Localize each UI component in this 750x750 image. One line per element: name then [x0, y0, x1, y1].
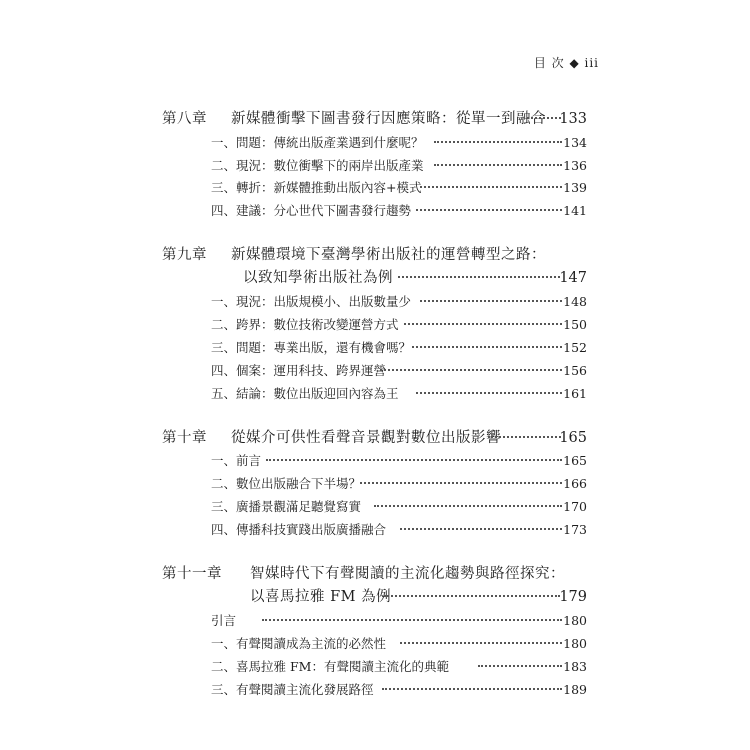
section-title: 一、現況：出版規模小、出版數量少: [211, 294, 412, 309]
section-title: 二、跨界：數位技術改變運營方式: [211, 317, 399, 332]
section-title: 一、問題：傳統出版產業遇到什麼呢？: [211, 135, 424, 150]
section-title: 三、有聲閱讀主流化發展路徑: [211, 682, 374, 697]
page-number: 139: [563, 180, 587, 195]
dot-leader: [400, 642, 562, 644]
page-number: 150: [563, 317, 587, 332]
dot-leader: [380, 369, 562, 371]
dot-leader: [374, 505, 562, 507]
page-number: 141: [563, 203, 587, 218]
page-number: 147: [559, 270, 587, 286]
dot-leader: [420, 186, 562, 188]
page-number: 148: [563, 294, 587, 309]
page-number: 152: [563, 340, 587, 355]
dot-leader: [262, 619, 562, 621]
dot-leader: [384, 595, 560, 597]
chapter-title: 新媒體衝擊下圖書發行因應策略：從單一到融合: [231, 111, 546, 127]
page-number: 180: [563, 613, 587, 628]
section-title: 三、廣播景觀滿足聽覺寫實: [211, 499, 362, 514]
section-title: 五、結論：數位出版迎回內容為王: [211, 386, 399, 401]
dot-leader: [360, 482, 562, 484]
section-title: 三、轉折：新媒體推動出版內容+模式: [211, 180, 422, 195]
chapter-title: 從媒介可供性看聲音景觀對數位出版影響: [231, 430, 501, 446]
dot-leader: [416, 392, 562, 394]
running-head: 目 次 ◆ iii: [533, 56, 599, 70]
page-number: 189: [563, 682, 587, 697]
section-title: 四、個案：運用科技、跨界運營: [211, 363, 387, 378]
dot-leader: [412, 346, 562, 348]
dot-leader: [416, 209, 562, 211]
chapter-label: 第八章: [162, 111, 207, 127]
section-title: 二、現況：數位衝擊下的兩岸出版產業: [211, 158, 424, 173]
section-title: 一、有聲閱讀成為主流的必然性: [211, 636, 387, 651]
chapter-title: 新媒體環境下臺灣學術出版社的運營轉型之路：: [231, 247, 546, 263]
chapter-label: 第九章: [162, 247, 207, 263]
chapter-label: 第十一章: [162, 566, 222, 582]
page-number: 136: [563, 158, 587, 173]
dot-leader: [434, 141, 562, 143]
section-title: 二、喜馬拉雅 FM：有聲閱讀主流化的典範: [211, 659, 449, 674]
chapter-subtitle: 以致知學術出版社為例: [243, 270, 393, 286]
page-number: 179: [559, 589, 587, 605]
chapter-subtitle: 以喜馬拉雅 FM 為例: [250, 589, 392, 605]
page-number: 166: [563, 476, 587, 491]
page-number: 133: [559, 111, 587, 127]
dot-leader: [266, 459, 562, 461]
page-number: 170: [563, 499, 587, 514]
section-title: 一、前言: [211, 453, 262, 468]
dot-leader: [398, 276, 560, 278]
section-title: 四、建議：分心世代下圖書發行趨勢: [211, 203, 412, 218]
page-number: 180: [563, 636, 587, 651]
chapter-label: 第十章: [162, 430, 207, 446]
section-title: 三、問題：專業出版，還有機會嗎？: [211, 340, 412, 355]
page-number: 165: [563, 453, 587, 468]
section-title: 引言: [211, 613, 237, 628]
dot-leader: [434, 164, 562, 166]
page-number: 161: [563, 386, 587, 401]
dot-leader: [420, 300, 562, 302]
page-number: 183: [563, 659, 587, 674]
dot-leader: [400, 528, 562, 530]
page-number: 173: [563, 522, 587, 537]
section-title: 二、數位出版融合下半場？: [211, 476, 362, 491]
page-number: 156: [563, 363, 587, 378]
page-number: 165: [559, 430, 587, 446]
dot-leader: [382, 688, 562, 690]
section-title: 四、傳播科技實踐出版廣播融合: [211, 522, 387, 537]
chapter-title: 智媒時代下有聲閱讀的主流化趨勢與路徑探究：: [250, 566, 565, 582]
dot-leader: [404, 323, 562, 325]
page-number: 134: [563, 135, 587, 150]
